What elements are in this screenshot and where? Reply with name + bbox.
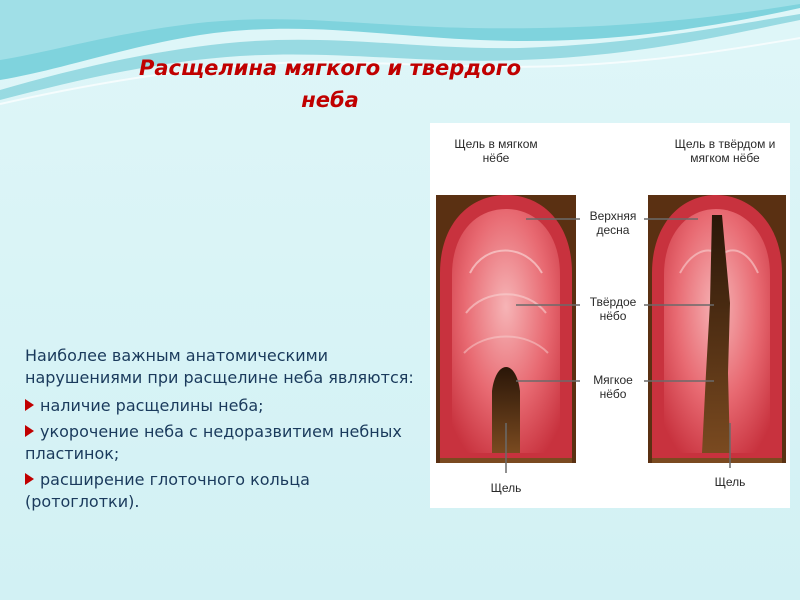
soft-palate-label: Мягкое нёбо	[593, 373, 633, 401]
arrow-bullet-icon	[25, 425, 34, 437]
bullet-text: наличие расщелины неба;	[40, 396, 264, 415]
gum-label: Верхняя десна	[589, 209, 637, 237]
left-cleft-label: Щель	[490, 481, 522, 495]
right-panel-caption: Щель в твёрдом и мягком нёбе	[674, 137, 776, 165]
list-item	[25, 421, 425, 465]
slide-title	[60, 52, 600, 116]
body-text	[25, 345, 425, 517]
bullet-text: расширение глоточного кольца (ротоглотки).	[25, 470, 310, 511]
hard-and-soft-palate-cleft-drawing	[648, 195, 786, 463]
bullet-list	[25, 395, 425, 513]
intro-paragraph: Наиболее важным анатомическими нарушениями при расщелине неба являются:	[25, 346, 414, 387]
cleft-palate-figure	[430, 123, 790, 508]
list-item	[25, 469, 425, 513]
right-cleft-label: Щель	[714, 475, 746, 489]
list-item	[25, 395, 425, 417]
soft-palate-cleft-drawing	[436, 195, 576, 463]
arrow-bullet-icon	[25, 473, 34, 485]
hard-palate-label: Твёрдое нёбо	[589, 295, 637, 323]
bullet-text: укорочение неба с недоразвитием небных пластинок;	[25, 422, 402, 463]
title-line-2: неба	[301, 88, 359, 112]
title-line-1: Расщелина мягкого и твердого	[138, 56, 522, 80]
left-panel-caption: Щель в мягком нёбе	[454, 137, 538, 165]
arrow-bullet-icon	[25, 399, 34, 411]
